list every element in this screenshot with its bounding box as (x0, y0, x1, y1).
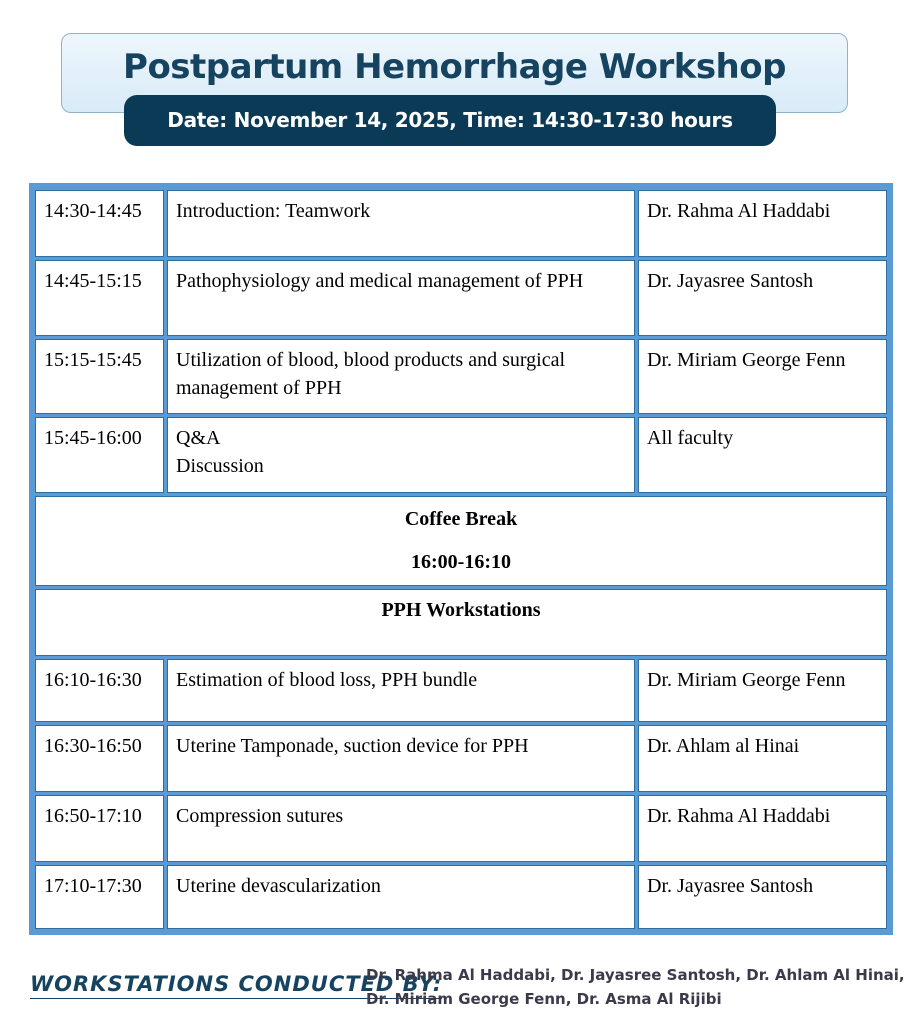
faculty-names (366, 963, 911, 1011)
faculty-names-line: Dr. Miriam George Fenn, Dr. Asma Al Rijibi (366, 990, 722, 1008)
topic-cell: Uterine Tamponade, suction device for PPH (167, 725, 635, 792)
topic-cell: Uterine devascularization (167, 865, 635, 929)
speaker-cell: Dr. Rahma Al Haddabi (638, 190, 887, 257)
faculty-names-line: Dr. Rahma Al Haddabi, Dr. Jayasree Santosh, Dr. Ahlam Al Hinai, (366, 966, 905, 984)
time-cell: 15:45-16:00 (35, 417, 164, 493)
speaker-cell: All faculty (638, 417, 887, 493)
topic-line: Q&A (176, 427, 221, 449)
time-cell: 16:50-17:10 (35, 795, 164, 862)
time-cell: 16:10-16:30 (35, 659, 164, 722)
time-cell: 16:30-16:50 (35, 725, 164, 792)
page-title: Postpartum Hemorrhage Workshop (123, 47, 786, 87)
coffee-break-time: 16:00-16:10 (411, 551, 511, 573)
topic-line: Discussion (176, 455, 264, 477)
time-cell: 14:45-15:15 (35, 260, 164, 336)
topic-cell: Compression sutures (167, 795, 635, 862)
coffee-break-row (35, 496, 887, 586)
speaker-cell: Dr. Ahlam al Hinai (638, 725, 887, 792)
time-cell: 15:15-15:45 (35, 339, 164, 414)
topic-cell: Estimation of blood loss, PPH bundle (167, 659, 635, 722)
speaker-cell: Dr. Jayasree Santosh (638, 260, 887, 336)
date-time-text: Date: November 14, 2025, Time: 14:30-17:30 hours (167, 108, 733, 132)
speaker-cell: Dr. Miriam George Fenn (638, 659, 887, 722)
coffee-break-label: Coffee Break (404, 508, 518, 530)
speaker-cell: Dr. Rahma Al Haddabi (638, 795, 887, 862)
speaker-cell: Dr. Jayasree Santosh (638, 865, 887, 929)
time-cell: 14:30-14:45 (35, 190, 164, 257)
workstations-heading: PPH Workstations (35, 589, 887, 656)
speaker-cell: Dr. Miriam George Fenn (638, 339, 887, 414)
topic-cell: Utilization of blood, blood products and surgical management of PPH (167, 339, 635, 414)
topic-cell: Introduction: Teamwork (167, 190, 635, 257)
schedule-table (29, 183, 893, 935)
date-banner (124, 95, 776, 146)
workstations-conducted-by-label: WORKSTATIONS CONDUCTED BY: (30, 972, 442, 999)
topic-cell (167, 417, 635, 493)
time-cell: 17:10-17:30 (35, 865, 164, 929)
topic-cell: Pathophysiology and medical management of PPH (167, 260, 635, 336)
